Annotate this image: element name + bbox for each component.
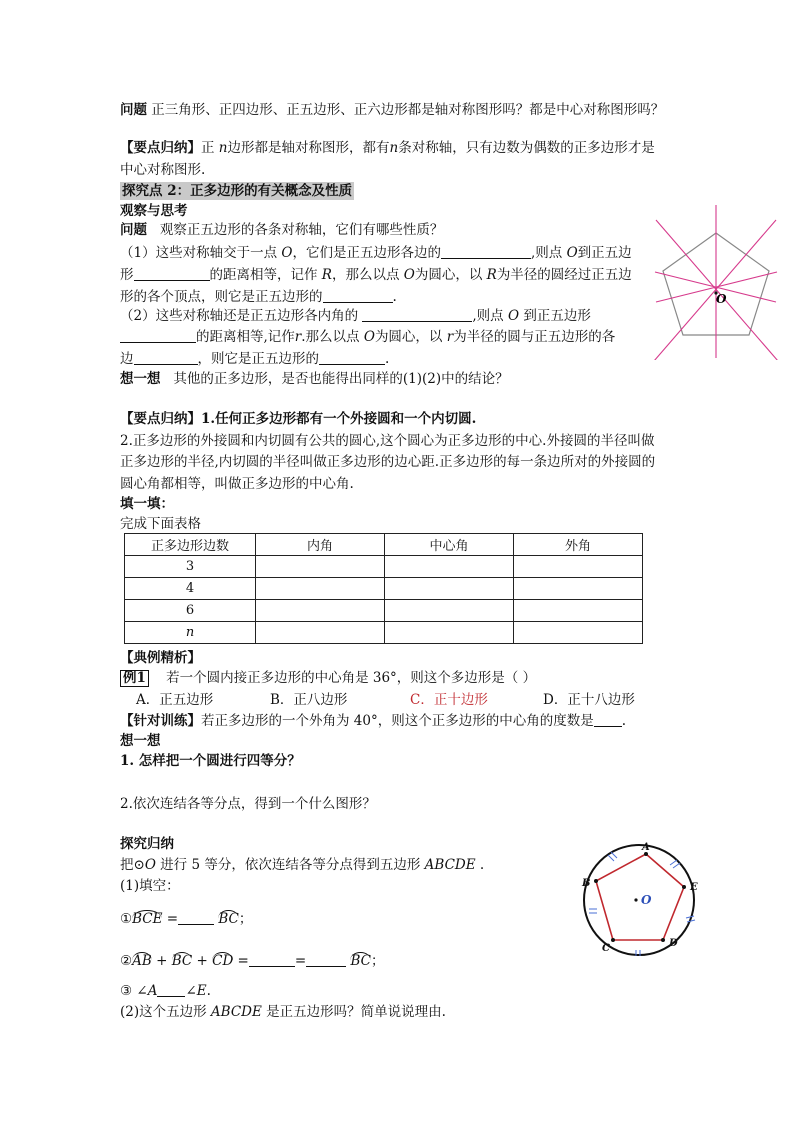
text: 是正五边形吗？简单说说理由. [261,1004,446,1020]
text: 到正五边形 [523,308,591,324]
text: 为半径的圆经过正五边 [496,267,632,283]
text: (2)这个五边形 [120,1004,211,1020]
text: ，那么以点 [331,267,400,283]
table-cell-blank[interactable] [256,622,385,644]
example-1 [120,669,536,687]
pentagon-abcde [596,854,684,940]
section-2-title: 探究点 2：正多边形的有关概念及性质 [122,183,353,199]
summary-2-line-1 [120,410,476,428]
var-O: O [144,857,156,873]
formula-2-blank-1[interactable] [249,952,295,967]
table-cell-blank[interactable] [514,622,643,644]
arc-tick-mark [686,916,694,918]
table-cell-blank[interactable] [514,600,643,622]
symmetry-axis [656,220,778,360]
text: ,则点 [530,245,563,261]
think-text: 其他的正多边形，是否也能得出同样的(1)(2)中的结论？ [173,371,509,387]
table-header: 正多边形边数 [125,534,256,556]
table-cell-blank[interactable] [385,556,514,578]
label-c: C [602,943,610,954]
center-point [634,898,637,901]
text: ③ ∠ [120,983,148,999]
formula-3 [120,982,211,1000]
center-label: O [641,893,652,907]
table-row [125,556,643,578]
text: （2）这些对称轴还是正五边形各内角的 [120,308,359,324]
vertex-e [682,885,686,889]
arc-tick-mark [611,852,617,858]
blank-2[interactable] [134,266,210,281]
p2-line-1 [120,307,591,325]
text: 把⊙ [120,857,145,873]
think-1 [120,370,509,388]
table-cell-sides: 3 [125,556,256,578]
question-label: 问题 [120,222,147,238]
table-cell-blank[interactable] [514,556,643,578]
summary-2-line-4: 圆心角都相等，叫做正多边形的中心角. [120,476,354,492]
table-header-row [125,534,643,556]
text: 形 [120,267,134,283]
text: + [192,953,213,969]
summary-1-line-2: 中心对称图形. [120,162,206,178]
option-d[interactable]: D．正十八边形 [543,692,635,708]
symmetry-axes [654,205,778,360]
text: 为半径的圆与正五边形的各 [453,329,616,345]
formula-2 [120,952,385,970]
var-r: r [294,329,302,345]
summary-text: 1.任何正多边形都有一个外接圆和一个内切圆. [201,411,477,427]
var-O: O [403,267,415,283]
center-label: O [716,292,727,306]
blank-1[interactable] [441,244,531,259]
var-E: E [196,983,207,999]
think-label: 想一想 [120,371,161,387]
text: ； [371,953,385,969]
text: ,则点 [472,308,504,324]
table-row [125,578,643,600]
p1-line-2 [120,266,632,284]
table-header: 中心角 [385,534,514,556]
table-cell-blank[interactable] [256,578,385,600]
table-cell-blank[interactable] [256,600,385,622]
table-header: 内角 [256,534,385,556]
question-2 [120,221,443,239]
arc-tick-mark [670,860,677,865]
p2-line-3 [120,350,389,368]
arc-ab: AB [132,953,152,969]
text: . [392,289,397,305]
table-header: 外角 [514,534,643,556]
formula-2-blank-2[interactable] [306,952,346,967]
polygon-table [124,533,643,644]
text: 的距离相等,记作 [196,329,295,345]
blank-5[interactable] [120,328,196,343]
text: ，则它是正五边形的 [197,351,319,367]
var-R: R [486,267,497,283]
observe-title: 观察与思考 [120,203,188,219]
text: 边 [120,351,134,367]
arc-bce: BCE [132,911,163,927]
text: 为圆心，以 [414,267,483,283]
var-pentagon: ABCDE [210,1004,262,1020]
example-tag: 【典例精析】 [120,650,201,666]
var-R: R [321,267,332,283]
vertex-dots [594,852,686,942]
table-cell-blank[interactable] [514,578,643,600]
option-b[interactable]: B．正八边形 [270,692,348,708]
formula-1-blank[interactable] [178,910,214,925]
blank-7[interactable] [319,350,385,365]
text: ； [238,911,253,927]
var-r: r [446,329,454,345]
text: 形的各个顶点，则它是正五边形的 [120,289,323,305]
text: 到正五边 [577,245,632,261]
var-O: O [281,245,293,261]
example-text: 若一个圆内接正多边形的中心角是 36°，则这个多边形是（ ） [166,670,537,686]
explore-line-6 [120,1003,446,1021]
explore-line-1 [120,856,484,874]
table-cell-blank[interactable] [385,600,514,622]
var-O: O [566,245,578,261]
table-cell-blank[interactable] [385,578,514,600]
arc-tick-mark [673,863,680,868]
text: = [294,953,307,969]
training-tag: 【针对训练】 [120,713,201,729]
table-cell-sides: 4 [125,578,256,600]
text: 的距离相等，记作 [209,267,318,283]
arc-tick-mark [608,855,614,861]
label-e: E [690,882,698,893]
text: = [162,911,179,927]
arc-bc: BC [218,911,239,927]
arc-cd: CD [212,953,234,969]
circle-pentagon-figure [574,836,714,956]
p2-line-2 [120,328,615,346]
training-blank[interactable] [594,712,622,727]
think-2-q1: 1. 怎样把一个圆进行四等分？ [120,753,301,769]
var-pentagon: ABCDE [424,857,476,873]
training [120,712,626,730]
pentagon-axes-figure [652,200,792,360]
p1-line-3 [120,288,397,306]
var-O: O [507,308,520,324]
explore-fill-label: (1)填空： [120,878,180,894]
text: ① [120,911,133,927]
text: .那么以点 [301,329,360,345]
label-b: B [582,878,591,889]
label-a: A [642,842,650,853]
text: （1）这些对称轴交于一点 [120,245,278,261]
think-2-label: 想一想 [120,733,161,749]
label-d: D [669,938,678,949]
text: 进行 5 等分，依次连结各等分点得到五边形 [155,857,425,873]
var-n: n [389,140,399,156]
option-c[interactable]: C．正十边形 [410,692,488,708]
question-text: 观察正五边形的各条对称轴，它们有哪些性质？ [159,222,444,238]
text: ，它们是正五边形各边的 [292,245,441,261]
training-end: . [621,713,627,729]
table-cell-sides: 6 [125,600,256,622]
text: ∠ [185,983,197,999]
summary-tag: 【要点归纳】 [120,140,201,156]
summary-2-line-3: 正多边形的半径,内切圆的半径叫做正多边形的边心距.正多边形的每一条边所对的外接圆的 [120,454,656,470]
table-row [125,622,643,644]
explore-title: 探究归纳 [120,836,174,852]
text: . [206,983,211,999]
vertex-b [594,879,598,883]
summary-tag: 【要点归纳】 [120,411,201,427]
table-cell-blank[interactable] [385,622,514,644]
symmetry-axis [654,220,776,360]
var-A: A [147,983,158,999]
text: ② [120,953,133,969]
text: . [385,351,390,367]
think-2-q2: 2.依次连结各等分点，得到一个什么图形？ [120,796,376,812]
var-O: O [363,329,375,345]
blank-4[interactable] [362,307,472,322]
summary-2-line-2: 2.正多边形的外接圆和内切圆有公共的圆心,这个圆心为正多边形的中心.外接圆的半径叫做 [120,433,655,449]
text: 为圆心，以 [374,329,443,345]
blank-6[interactable] [134,350,198,365]
question-text: 正三角形、正四边形、正五边形、正六边形都是轴对称图形吗？都是中心对称图形吗？ [151,102,665,118]
example-options [136,691,635,709]
example-label: 例1 [120,670,149,687]
table-cell-blank[interactable] [256,556,385,578]
p1-line-1 [120,244,632,262]
question-label: 问题 [120,102,147,118]
summary-1-line-1 [120,139,655,157]
text: . [475,857,485,873]
option-a[interactable]: A．正五边形 [136,692,214,708]
training-text: 若正多边形的一个外角为 40°，则这个正多边形的中心角的度数是 [201,713,594,729]
arc-bc: BC [171,953,193,969]
summary-text: 正 [201,140,215,156]
text: = [233,953,249,969]
table-row [125,600,643,622]
fill-title: 填一填： [120,496,174,512]
blank-3[interactable] [323,288,393,303]
formula-1 [120,910,252,928]
vertex-d [661,938,665,942]
text: + [151,953,172,969]
arc-bc: BC [350,953,371,969]
table-cell-sides: n [125,622,256,644]
fill-instruction: 完成下面表格 [120,516,201,532]
vertex-c [611,938,615,942]
summary-text: 条对称轴，只有边数为偶数的正多边形才是 [398,140,655,156]
question-1 [120,101,664,119]
summary-text: 边形都是轴对称图形，都有 [227,140,390,156]
var-n: n [218,140,228,156]
formula-3-blank[interactable] [157,982,185,997]
